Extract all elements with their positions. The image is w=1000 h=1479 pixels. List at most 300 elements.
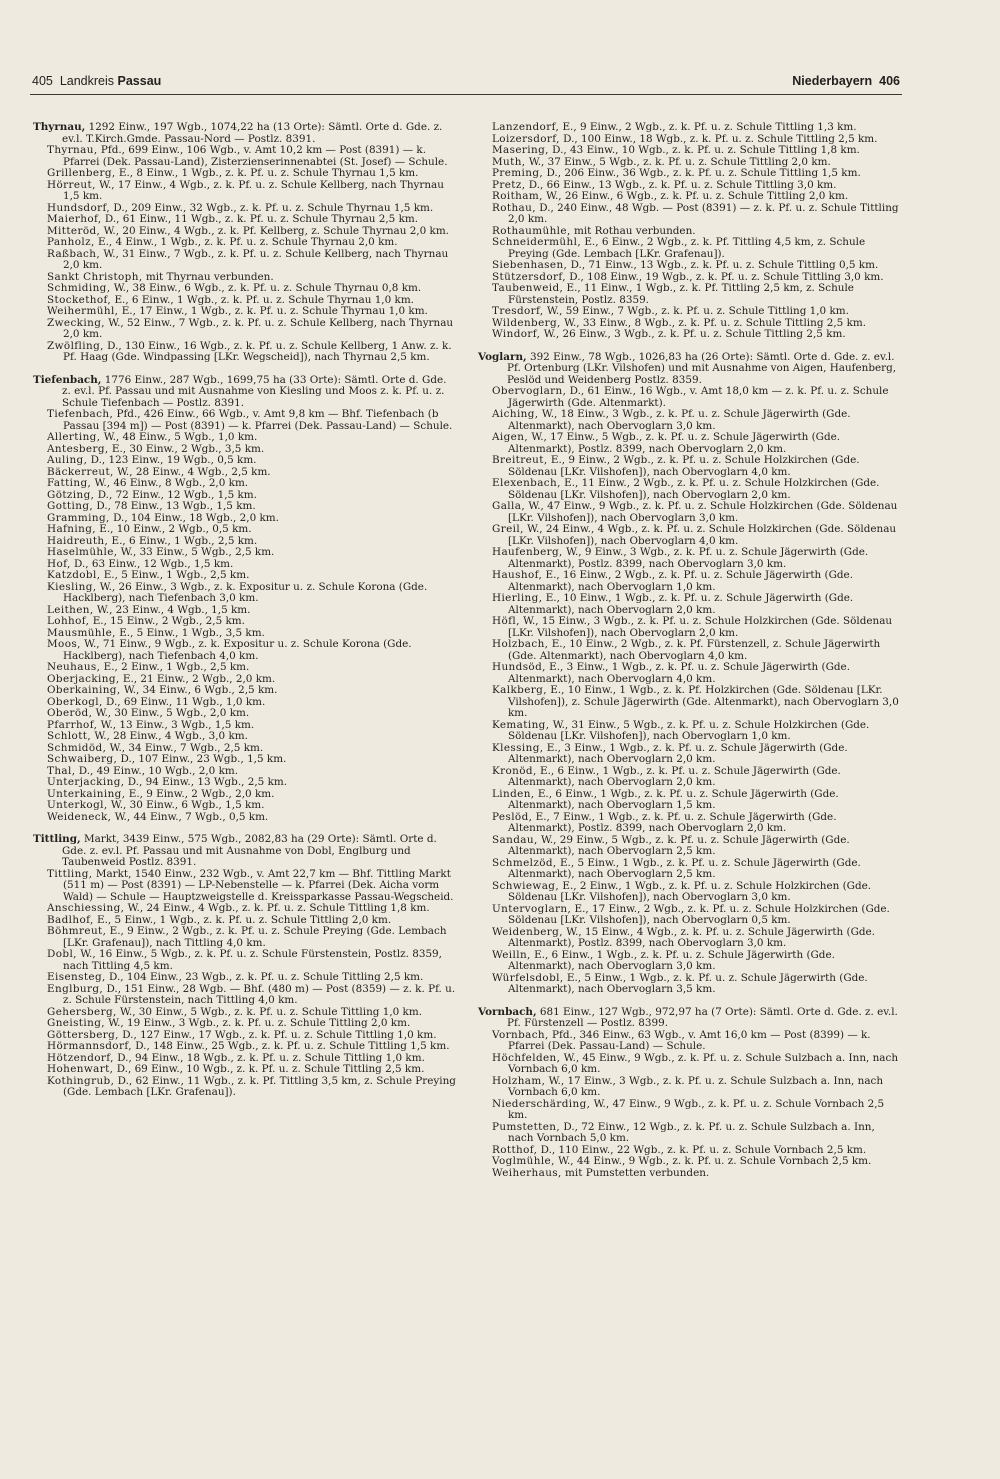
place-details: E., 5 Einw., 1 Wgb., z. k. Pf. u. z. Schule Tittling 2,0 km. (97, 913, 392, 926)
place-entry (478, 766, 903, 789)
place-details: E., 5 Einw., 1 Wgb., z. k. Pf. u. z. Schule Jägerwirth (Gde. Altenmarkt), nach Obervoglarn 3,5 km. (508, 971, 868, 995)
place-details: W., 30 Einw., 5 Wgb., 2,0 km. (95, 707, 250, 719)
place-name: Elexenbach, (492, 477, 561, 489)
place-name: Hötzendorf, (47, 1051, 114, 1064)
place-details: E., 17 Einw., 2 Wgb., z. k. Pf. u. z. Schule Holzkirchen (Gde. Söldenau [LKr. Vilshofen]), nach Obervoglarn 0,5 km. (508, 902, 890, 926)
place-details: E., 3 Einw., 1 Wgb., z. k. Pf. u. z. Schule Jägerwirth (Gde. Altenmarkt), nach Obervoglarn 2,0 km. (508, 741, 848, 765)
place-details: Pfd., 699 Einw., 106 Wgb., v. Amt 10,2 km — Post (8391) — k. Pfarrei (Dek. Passau-Land), Zisterzienserinnenabtei (St. Josef) — Schule. (63, 144, 448, 168)
place-details: D., 66 Einw., 13 Wgb., z. k. Pf. u. z. Schule Tittling 3,0 km. (528, 178, 837, 191)
place-entry (478, 904, 903, 927)
place-entry (478, 547, 903, 570)
place-details: D., 69 Einw., 11 Wgb., 1,0 km. (106, 695, 266, 708)
place-details: W., 37 Einw., 5 Wgb., z. k. Pf. u. z. Schule Tittling 2,0 km. (528, 155, 831, 168)
place-details: W., 26 Einw., 3 Wgb., z. k. Pf. u. z. Schule Tittling 2,5 km. (543, 328, 846, 340)
place-name: Bäckerreut, (47, 465, 114, 478)
place-entry (478, 1030, 903, 1053)
place-entry (478, 478, 903, 501)
place-name: Unterkaining, (47, 787, 126, 800)
place-details: W., 28 Einw., 4 Wgb., 2,5 km. (117, 465, 271, 478)
place-name: Höfl, (492, 615, 520, 627)
municipality-block (478, 122, 903, 341)
place-details: Pfd., 346 Einw., 63 Wgb., v. Amt 16,0 km — Post (8399) — k. Pfarrei (Dek. Passau-Land) — Schule. (508, 1028, 871, 1052)
place-entry (478, 593, 903, 616)
place-name: Schmidöd, (47, 741, 107, 754)
place-entry (33, 341, 458, 364)
place-details: E., 2 Einw., 1 Wgb., 2,5 km. (103, 661, 250, 673)
place-details: E., 2 Einw., 1 Wgb., z. k. Pf. u. z. Schule Holzkirchen (Gde. Söldenau [LKr. Vilshofen]), nach Obervoglarn 3,0 km. (508, 879, 872, 903)
place-details: D., 69 Einw., 10 Wgb., z. k. Pf. u. z. Schule Tittling 2,5 km. (116, 1063, 425, 1075)
place-name: Zwölfling, (47, 339, 104, 352)
place-details: W., 31 Einw., 7 Wgb., z. k. Pf. u. z. Schule Kellberg, nach Thyrnau 2,0 km. (63, 247, 449, 271)
place-details: E., 21 Einw., 2 Wgb., 2,0 km. (122, 672, 276, 685)
place-name: Kiesling, (47, 580, 97, 593)
place-details: W., 59 Einw., 7 Wgb., z. k. Pf. u. z. Schule Tittling 1,0 km. (546, 305, 849, 317)
place-entry (478, 1168, 903, 1180)
place-details: E., 30 Einw., 2 Wgb., 3,5 km. (111, 442, 265, 455)
place-details: mit Thyrnau verbunden. (145, 270, 274, 283)
place-details: W., 45 Einw., 9 Wgb., z. k. Pf. u. z. Schule Sulzbach a. Inn, nach Vornbach 6,0 km. (508, 1051, 899, 1075)
municipality-block (33, 375, 458, 824)
place-name: Oberkogl, (47, 695, 103, 708)
place-entry (478, 329, 903, 341)
place-entry (478, 501, 903, 524)
place-details: E., 8 Einw., 1 Wgb., z. k. Pf. u. z. Schule Thyrnau 1,5 km. (118, 167, 419, 179)
place-name: Tiefenbach, (47, 408, 114, 420)
place-entry (478, 237, 903, 260)
municipality-heading (33, 834, 458, 869)
place-name: Weiherhaus, (492, 1166, 562, 1179)
place-details: E., 15 Einw., 2 Wgb., 2,5 km. (92, 615, 245, 627)
place-name: Weilln, (492, 948, 531, 961)
district-prefix: Landkreis (59, 74, 115, 88)
place-name: Unterkogl, (47, 799, 108, 811)
municipality-info: 681 Einw., 127 Wgb., 972,97 ha (7 Orte): Sämtl. Orte d. Gde. z. ev.l. Pf. Fürstenzell — Postlz. 8399. (507, 1005, 898, 1029)
region-name: Niederbayern (792, 74, 873, 88)
place-details: W., 34 Einw., 7 Wgb., 2,5 km. (109, 741, 264, 754)
place-name: Gehersberg, (47, 1005, 117, 1018)
place-name: Fatting, (47, 477, 92, 489)
place-name: Weihermühl, (47, 305, 119, 317)
place-name: Haidreuth, (47, 534, 109, 547)
place-name: Aiching, (492, 408, 539, 420)
place-entry (478, 720, 903, 743)
place-name: Windorf, (492, 328, 541, 340)
place-name: Kalkberg, (492, 684, 547, 696)
municipality-name: Tittling, (33, 833, 81, 845)
place-details: W., 15 Einw., 4 Wgb., z. k. Pf. u. z. Schule Jägerwirth (Gde. Altenmarkt), Postlz. 8399, nach Obervoglarn 3,0 km. (508, 925, 875, 949)
district-name: Passau (117, 74, 162, 88)
place-details: E., 6 Einw., 1 Wgb., 2,5 km. (111, 534, 258, 547)
place-name: Oberöd, (47, 707, 93, 719)
place-name: Masering, (492, 144, 549, 156)
place-name: Schwiewag, (492, 879, 560, 892)
place-entry (478, 685, 903, 720)
place-details: E., 17 Einw., 1 Wgb., z. k. Pf. u. z. Schule Thyrnau 1,0 km. (121, 305, 428, 317)
place-details: D., 148 Einw., 25 Wgb., z. k. Pf. u. z. Schule Tittling 1,5 km. (135, 1040, 450, 1052)
place-name: Rothaumühle, (492, 224, 571, 237)
place-name: Greil, (492, 523, 524, 535)
place-name: Anschiessing, (47, 902, 125, 914)
place-details: W., 46 Einw., 8 Wgb., 2,0 km. (94, 477, 249, 489)
place-details: W., 34 Einw., 6 Wgb., 2,5 km. (123, 684, 278, 696)
place-entry (33, 949, 458, 972)
place-entry (478, 1099, 903, 1122)
place-name: Kothingrub, (47, 1074, 115, 1087)
place-name: Hörreut, (47, 178, 96, 191)
place-details: D., 110 Einw., 22 Wgb., z. k. Pf. u. z. Schule Vornbach 2,5 km. (540, 1143, 867, 1156)
place-details: D., 61 Einw., 11 Wgb., z. k. Pf. u. z. Schule Thyrnau 2,5 km. (104, 213, 419, 225)
place-name: Göttersberg, (47, 1028, 119, 1041)
place-details: E., 5 Einw., 1 Wgb., 3,5 km. (119, 626, 265, 639)
place-name: Tittling, (47, 867, 93, 880)
place-details: D., 94 Einw., 18 Wgb., z. k. Pf. u. z. Schule Tittling 1,0 km. (117, 1051, 425, 1064)
place-details: W., 16 Einw., 5 Wgb., z. k. Pf. u. z. Schule Fürstenstein, Postlz. 8359, nach Tittling 4,5 km. (63, 948, 442, 972)
place-details: W., 71 Einw., 9 Wgb., z. k. Expositur u. z. Schule Korona (Gde. Hacklberg), nach Tiefenbach 4,0 km. (63, 638, 412, 662)
place-name: Weideneck, (47, 810, 112, 823)
place-details: W., 30 Einw., 5 Wgb., z. k. Pf. u. z. Schule Tittling 1,0 km. (120, 1005, 423, 1018)
place-name: Auling, (47, 454, 88, 466)
place-details: W., 9 Einw., 3 Wgb., z. k. Pf. u. z. Schule Jägerwirth (Gde. Altenmarkt), Postlz. 8399, nach Obervoglarn 3,0 km. (508, 546, 869, 570)
place-name: Böhmreut, (47, 925, 107, 937)
place-entry (478, 639, 903, 662)
place-entry (478, 570, 903, 593)
place-entry (478, 858, 903, 881)
place-name: Muth, (492, 155, 526, 168)
place-entry (478, 616, 903, 639)
place-details: E., 10 Einw., 1 Wgb., z. k. Pf. u. z. Schule Jägerwirth (Gde. Altenmarkt), nach Obervoglarn 2,0 km. (508, 592, 854, 616)
place-name: Loizersdorf, (492, 132, 560, 145)
place-details: E., 16 Einw., 2 Wgb., z. k. Pf. u. z. Schule Jägerwirth (Gde. Altenmarkt), nach Obervoglarn 1,0 km. (508, 569, 853, 593)
place-details: W., 17 Einw., 3 Wgb., z. k. Pf. u. z. Schule Sulzbach a. Inn, nach Vornbach 6,0 km. (508, 1074, 884, 1098)
place-details: mit Rothau verbunden. (573, 224, 696, 237)
place-name: Hierling, (492, 592, 543, 604)
municipality-heading (33, 375, 458, 410)
place-details: W., 28 Einw., 4 Wgb., 3,0 km. (94, 730, 248, 742)
municipality-heading (478, 1007, 903, 1030)
place-name: Haufenberg, (492, 546, 563, 558)
place-details: E., 10 Einw., 2 Wgb., z. k. Pf. Fürstenzell, z. Schule Jägerwirth (Gde. Altenmarkt), nach Obervoglarn 4,0 km. (508, 638, 881, 662)
place-name: Schmelzöd, (492, 856, 557, 869)
place-name: Hohenwart, (47, 1063, 114, 1075)
place-name: Galla, (492, 500, 526, 512)
place-entry (478, 743, 903, 766)
place-details: D., 127 Einw., 17 Wgb., z. k. Pf. u. z. Schule Tittling 1,0 km. (122, 1028, 437, 1041)
municipality-name: Tiefenbach, (33, 373, 102, 386)
municipality-block (33, 122, 458, 364)
place-entry (33, 582, 458, 605)
place-entry (478, 950, 903, 973)
place-details: E., 6 Einw., 1 Wgb., z. k. Pf. u. z. Schule Jägerwirth (Gde. Altenmarkt), nach Obervoglarn 1,5 km. (508, 787, 839, 811)
place-entry (478, 203, 903, 226)
place-entry (33, 812, 458, 824)
place-entry (33, 926, 458, 949)
place-name: Taubenweid, (492, 282, 564, 294)
place-name: Voglmühle, (492, 1155, 555, 1167)
place-name: Neuhaus, (47, 661, 101, 673)
place-name: Thal, (47, 764, 76, 777)
place-entry (478, 662, 903, 685)
place-details: D., 104 Einw., 23 Wgb., z. k. Pf. u. z. Schule Tittling 2,5 km. (109, 971, 424, 983)
place-name: Sandau, (492, 833, 538, 846)
place-name: Eisensteg, (47, 971, 106, 983)
municipality-info: Markt, 3439 Einw., 575 Wgb., 2082,83 ha (29 Orte): Sämtl. Orte d. Gde. z. ev.l. Pf. Passau und mit Ausnahme von Dobl, Englburg und Taubenweid Postlz. 8391. (62, 833, 437, 868)
place-details: E., 5 Einw., 1 Wgb., z. k. Pf. u. z. Schule Jägerwirth (Gde. Altenmarkt), nach Obervoglarn 2,5 km. (508, 856, 861, 880)
place-details: E., 10 Einw., 1 Wgb., z. k. Pf. Holzkirchen (Gde. Söldenau [LKr. Vilshofen]), z. Schule Jägerwirth (Gde. Altenmarkt), nach Obervoglarn 3,0 km. (508, 684, 899, 719)
place-entry (33, 639, 458, 662)
place-details: D., 63 Einw., 12 Wgb., 1,5 km. (74, 557, 234, 570)
place-entry (478, 432, 903, 455)
place-name: Pfarrhof, (47, 718, 98, 731)
place-name: Stockethof, (47, 293, 112, 306)
place-details: E., 9 Einw., 2 Wgb., z. k. Pf. u. z. Schule Tittling 1,3 km. (562, 121, 857, 133)
place-name: Höchfelden, (492, 1051, 561, 1064)
place-details: E., 9 Einw., 2 Wgb., z. k. Pf. u. z. Schule Holzkirchen (Gde. Söldenau [LKr. Vilshofen]), nach Obervoglarn 4,0 km. (508, 454, 860, 478)
municipality-name: Vornbach, (478, 1005, 537, 1018)
place-details: W., 33 Einw., 8 Wgb., z. k. Pf. u. z. Schule Tittling 2,5 km. (564, 316, 867, 329)
municipality-heading (478, 352, 903, 387)
place-details: W., 44 Einw., 9 Wgb., z. k. Pf. u. z. Schule Vornbach 2,5 km. (558, 1155, 872, 1167)
place-details: W., 33 Einw., 5 Wgb., 2,5 km. (120, 546, 275, 558)
place-name: Siebenhasen, (492, 259, 568, 271)
municipality-block (33, 834, 458, 1099)
place-entry (33, 984, 458, 1007)
place-name: Gramming, (47, 511, 110, 524)
place-details: W., 47 Einw., 9 Wgb., z. k. Pf. u. z. Schule Vornbach 2,5 km. (508, 1097, 885, 1121)
place-name: Stützersdorf, (492, 270, 566, 283)
place-entry (33, 180, 458, 203)
place-details: W., 26 Einw., 6 Wgb., z. k. Pf. u. z. Schule Tittling 2,0 km. (546, 190, 849, 202)
place-name: Hof, (47, 557, 71, 570)
place-name: Thyrnau, (47, 144, 98, 156)
place-entry (478, 927, 903, 950)
place-name: Oberjacking, (47, 672, 120, 685)
place-details: E., 7 Einw., 1 Wgb., z. k. Pf. u. z. Schule Jägerwirth (Gde. Altenmarkt), Postlz. 8399, nach Obervoglarn 2,0 km. (508, 810, 837, 834)
place-entry (478, 409, 903, 432)
place-details: D., 107 Einw., 23 Wgb., 1,5 km. (120, 753, 287, 765)
place-name: Dobl, (47, 948, 77, 960)
page-header (30, 70, 902, 95)
place-name: Hörmannsdorf, (47, 1040, 132, 1052)
place-name: Vornbach, (492, 1028, 549, 1041)
place-details: E., 9 Einw., 2 Wgb., 2,0 km. (128, 787, 275, 800)
place-details: W., 18 Einw., 3 Wgb., z. k. Pf. u. z. Schule Jägerwirth (Gde. Altenmarkt), nach Obervoglarn 3,0 km. (508, 408, 851, 432)
place-details: D., 71 Einw., 13 Wgb., z. k. Pf. u. z. Schule Tittling 0,5 km. (570, 259, 879, 271)
municipality-name: Thyrnau, (33, 121, 86, 133)
place-details: W., 48 Einw., 5 Wgb., 1,0 km. (103, 431, 258, 443)
place-name: Peslöd, (492, 810, 533, 823)
place-details: D., 72 Einw., 12 Wgb., 1,5 km. (97, 488, 257, 501)
place-name: Obervoglarn, (492, 385, 567, 397)
place-name: Tresdorf, (492, 305, 544, 317)
place-details: mit Pumstetten verbunden. (565, 1166, 710, 1179)
place-details: D., 62 Einw., 11 Wgb., z. k. Pf. Tittling 3,5 km, z. Schule Preying (Gde. Lembach [LKr. Grafenau]). (63, 1074, 456, 1098)
place-details: D., 72 Einw., 12 Wgb., z. k. Pf. u. z. Schule Sulzbach a. Inn, nach Vornbach 5,0 km. (508, 1120, 875, 1144)
place-name: Schneidermühl, (492, 236, 582, 248)
place-details: D., 100 Einw., 18 Wgb., z. k. Pf. u. z. Schule Tittling 2,5 km. (563, 132, 878, 145)
place-name: Allerting, (47, 431, 101, 443)
place-details: W., 13 Einw., 3 Wgb., 1,5 km. (100, 718, 255, 731)
place-name: Maierhof, (47, 213, 102, 225)
place-name: Kemating, (492, 718, 550, 731)
place-entry (33, 409, 458, 432)
place-name: Weidenberg, (492, 925, 563, 938)
place-details: D., 209 Einw., 32 Wgb., z. k. Pf. u. z. Schule Thyrnau 1,5 km. (113, 201, 434, 214)
place-details: E., 10 Einw., 2 Wgb., 0,5 km. (99, 523, 252, 535)
place-name: Hundsdorf, (47, 201, 111, 214)
place-name: Würfelsdobl, (492, 971, 564, 984)
place-entry (478, 455, 903, 478)
place-details: W., 31 Einw., 5 Wgb., z. k. Pf. u. z. Schule Holzkirchen (Gde. Söldenau [LKr. Vilshofen]), nach Obervoglarn 1,0 km. (508, 718, 870, 742)
place-name: Schmiding, (47, 282, 111, 294)
place-details: D., 151 Einw., 28 Wgb. — Bhf. (480 m) — Post (8359) — z. k. Pf. u. z. Schule Fürstenstein, nach Tittling 4,0 km. (63, 982, 456, 1006)
place-name: Wildenberg, (492, 316, 561, 329)
place-details: D., 206 Einw., 36 Wgb., z. k. Pf. u. z. Schule Tittling 1,5 km. (546, 167, 861, 179)
place-details: W., 17 Einw., 4 Wgb., z. k. Pf. u. z. Schule Kellberg, nach Thyrnau 1,5 km. (63, 178, 444, 202)
place-entry (478, 812, 903, 835)
municipality-block (478, 352, 903, 996)
place-details: E., 3 Einw., 1 Wgb., z. k. Pf. u. z. Schule Jägerwirth (Gde. Altenmarkt), nach Obervoglarn 4,0 km. (508, 661, 851, 685)
place-details: W., 15 Einw., 3 Wgb., z. k. Pf. u. z. Schule Holzkirchen (Gde. Söldenau [LKr. Vilshofen]), nach Obervoglarn 2,0 km. (508, 615, 893, 639)
place-name: Schlott, (47, 730, 92, 742)
place-entry (478, 789, 903, 812)
place-entry (33, 318, 458, 341)
place-name: Sankt Christoph, (47, 270, 143, 283)
place-name: Haushof, (492, 569, 543, 581)
place-details: E., 6 Einw., 2 Wgb., z. k. Pf. Tittling 4,5 km, z. Schule Preying (Gde. Lembach [LKr. Grafenau]). (508, 236, 866, 260)
place-name: Rotthof, (492, 1143, 538, 1156)
place-entry (478, 1122, 903, 1145)
place-entry (33, 1076, 458, 1099)
place-details: W., 24 Einw., 4 Wgb., z. k. Pf. u. z. Schule Holzkirchen (Gde. Söldenau [LKr. Vilshofen]), nach Obervoglarn 4,0 km. (508, 523, 897, 547)
place-entry (478, 1053, 903, 1076)
place-details: W., 19 Einw., 3 Wgb., z. k. Pf. u. z. Schule Tittling 2,0 km. (108, 1017, 411, 1029)
place-name: Lohhof, (47, 615, 90, 627)
place-details: E., 6 Einw., 1 Wgb., z. k. Pf. u. z. Schule Jägerwirth (Gde. Altenmarkt), nach Obervoglarn 2,0 km. (508, 764, 841, 788)
place-details: D., 104 Einw., 18 Wgb., 2,0 km. (113, 511, 279, 524)
place-details: W., 30 Einw., 6 Wgb., 1,5 km. (110, 799, 265, 811)
right-column (478, 122, 903, 1179)
place-name: Mitteröd, (47, 224, 101, 237)
place-name: Pretz, (492, 178, 526, 191)
place-details: W., 24 Einw., 4 Wgb., z. k. Pf. u. z. Schule Tittling 1,8 km. (127, 902, 430, 914)
left-page-number: 405 (32, 74, 53, 88)
place-details: W., 20 Einw., 4 Wgb., z. k. Pf. Kellberg, z. Schule Thyrnau 2,0 km. (103, 224, 449, 237)
place-name: Haselmühle, (47, 546, 118, 558)
place-details: E., 11 Einw., 2 Wgb., z. k. Pf. u. z. Schule Holzkirchen (Gde. Söldenau [LKr. Vilshofen]), nach Obervoglarn 2,0 km. (508, 477, 880, 501)
place-details: W., 23 Einw., 4 Wgb., 1,5 km. (96, 603, 251, 616)
place-details: D., 94 Einw., 13 Wgb., 2,5 km. (127, 776, 288, 788)
place-details: W., 44 Einw., 7 Wgb., 0,5 km. (114, 810, 269, 823)
place-details: E., 5 Einw., 1 Wgb., 2,5 km. (103, 569, 250, 581)
place-name: Aigen, (492, 431, 529, 443)
place-name: Niederschärding, (492, 1097, 591, 1110)
place-name: Gotting, (47, 500, 94, 512)
place-name: Panholz, (47, 236, 95, 248)
place-name: Raßbach, (47, 247, 101, 260)
left-column (33, 122, 458, 1099)
place-details: W., 52 Einw., 7 Wgb., z. k. Pf. u. z. Schule Kellberg, nach Thyrnau 2,0 km. (63, 316, 454, 340)
place-name: Badlhof, (47, 913, 94, 926)
place-details: W., 29 Einw., 5 Wgb., z. k. Pf. u. z. Schule Jägerwirth (Gde. Altenmarkt), nach Obervoglarn 2,5 km. (508, 833, 850, 857)
place-details: E., 4 Einw., 1 Wgb., z. k. Pf. u. z. Schule Thyrnau 2,0 km. (97, 236, 398, 248)
place-details: E., 6 Einw., 1 Wgb., z. k. Pf. u. z. Schule Jägerwirth (Gde. Altenmarkt), nach Obervoglarn 3,0 km. (508, 948, 835, 972)
place-entry (478, 881, 903, 904)
place-name: Holzham, (492, 1074, 546, 1087)
place-name: Antesberg, (47, 442, 109, 455)
place-name: Breitreut, (492, 454, 548, 466)
place-entry (33, 249, 458, 272)
place-details: Markt, 1540 Einw., 232 Wgb., v. Amt 22,7 km — Bhf. Tittling Markt (511 m) — Post (8391) — LP-Nebenstelle — k. Pfarrei (Dek. Aicha vorm Wald) — Schule — Hauptzweigstelle d. Kreissparkasse Passau-Wegscheid. (63, 867, 454, 903)
place-name: Pumstetten, (492, 1120, 561, 1133)
municipality-info: 392 Einw., 78 Wgb., 1026,83 ha (26 Orte): Sämtl. Orte d. Gde. z. ev.l. Pf. Ortenburg (LKr. Vilshofen) und mit Ausnahme von Aigen, Haufenberg, Peslöd und Weidenberg Postlz. 8359. (507, 350, 897, 386)
place-entry (33, 145, 458, 168)
place-details: E., 9 Einw., 2 Wgb., z. k. Pf. u. z. Schule Preying (Gde. Lembach [LKr. Grafenau]), nach Tittling 4,0 km. (63, 925, 447, 949)
place-name: Katzdobl, (47, 569, 101, 581)
place-name: Mausmühle, (47, 626, 116, 639)
place-name: Kronöd, (492, 764, 537, 777)
place-name: Untervoglarn, (492, 902, 572, 915)
place-details: W., 17 Einw., 5 Wgb., z. k. Pf. u. z. Schule Jägerwirth (Gde. Altenmarkt), Postlz. 8399, nach Obervoglarn 2,0 km. (508, 431, 841, 455)
place-name: Hundsöd, (492, 661, 546, 673)
place-details: E., 11 Einw., 1 Wgb., z. k. Pf. Tittling 2,5 km, z. Schule Fürstenstein, Postlz. 8359. (508, 282, 854, 306)
place-details: W., 38 Einw., 6 Wgb., z. k. Pf. u. z. Schule Thyrnau 0,8 km. (113, 282, 422, 294)
place-entry (478, 386, 903, 409)
header-right (792, 74, 900, 88)
place-details: D., 108 Einw., 19 Wgb., z. k. Pf. u. z. Schule Tittling 3,0 km. (569, 270, 884, 283)
place-details: D., 240 Einw., 48 Wgb. — Post (8391) — z. k. Pf. u. z. Schule Tittling 2,0 km. (508, 201, 899, 225)
municipality-heading (33, 122, 458, 145)
place-name: Preming, (492, 167, 544, 179)
place-name: Rothau, (492, 201, 536, 214)
place-name: Unterjacking, (47, 776, 125, 788)
place-details: D., 49 Einw., 10 Wgb., 2,0 km. (78, 764, 239, 777)
place-name: Linden, (492, 787, 535, 800)
place-entry (478, 835, 903, 858)
municipality-name: Voglarn, (478, 350, 527, 363)
place-name: Gneisting, (47, 1017, 105, 1029)
place-details: W., 47 Einw., 9 Wgb., z. k. Pf. u. z. Schule Holzkirchen (Gde. Söldenau [LKr. Vilshofen]), nach Obervoglarn 3,0 km. (508, 500, 898, 524)
place-entry (478, 524, 903, 547)
place-name: Klessing, (492, 741, 544, 754)
place-name: Zwecking, (47, 316, 105, 329)
place-details: Pfd., 426 Einw., 66 Wgb., v. Amt 9,8 km — Bhf. Tiefenbach (b Passau [394 m]) — Post (8391) — k. Pfarrei (Dek. Passau-Land) — Schule. (63, 408, 453, 432)
place-details: D., 130 Einw., 16 Wgb., z. k. Pf. u. z. Schule Kellberg, 1 Anw. z. k. Pf. Haag (Gde. Windpassing [LKr. Wegscheid]), nach Thyrnau 2,5 km. (63, 339, 452, 363)
place-name: Grillenberg, (47, 167, 116, 179)
right-page-number: 406 (879, 74, 900, 88)
header-left (32, 74, 161, 88)
place-details: D., 78 Einw., 13 Wgb., 1,5 km. (96, 500, 256, 512)
place-details: D., 123 Einw., 19 Wgb., 0,5 km. (90, 454, 257, 466)
place-details: E., 6 Einw., 1 Wgb., z. k. Pf. u. z. Schule Thyrnau 1,0 km. (114, 293, 414, 306)
municipality-info: 1292 Einw., 197 Wgb., 1074,22 ha (13 Orte): Sämtl. Orte d. Gde. z. ev.l. T.Kirch.Gmde. Passau-Nord — Postlz. 8391. (62, 121, 443, 145)
municipality-info: 1776 Einw., 287 Wgb., 1699,75 ha (33 Orte): Sämtl. Orte d. Gde. z. ev.l. Pf. Passau und mit Ausnahme von Kiesling und Moos z. k. Pf. u. z. Schule Tiefenbach — Postlz. 8391. (62, 373, 447, 409)
place-name: Holzbach, (492, 638, 549, 650)
place-name: Schwaiberg, (47, 753, 118, 765)
place-entry (478, 1076, 903, 1099)
place-details: W., 26 Einw., 3 Wgb., z. k. Expositur u. z. Schule Korona (Gde. Hacklberg), nach Tiefenbach 3,0 km. (63, 580, 428, 604)
place-name: Oberkaining, (47, 684, 121, 696)
place-name: Englburg, (47, 982, 104, 995)
place-name: Roitham, (492, 190, 543, 202)
place-name: Leithen, (47, 603, 94, 616)
place-name: Hafning, (47, 523, 96, 535)
place-entry (478, 283, 903, 306)
place-name: Lanzendorf, (492, 121, 560, 133)
place-details: D., 61 Einw., 16 Wgb., v. Amt 18,0 km — z. k. Pf. u. z. Schule Jägerwirth (Gde. Altenmarkt). (508, 385, 889, 409)
place-name: Moos, (47, 638, 81, 650)
place-entry (33, 869, 458, 904)
municipality-block (478, 1007, 903, 1180)
